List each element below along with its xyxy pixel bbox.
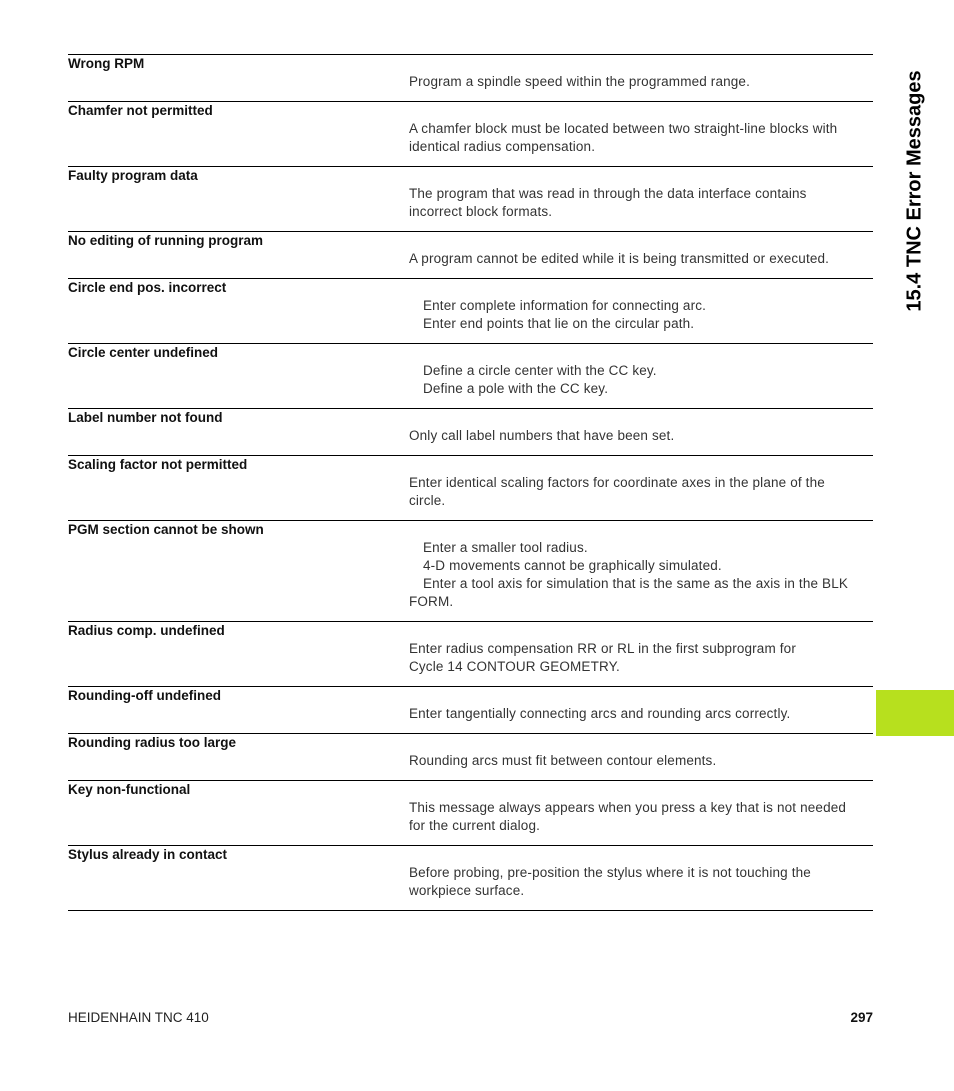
- error-title: Rounding-off undefined: [68, 688, 221, 703]
- description-line: 4-D movements cannot be graphically simulated.: [423, 558, 722, 573]
- error-entry: [68, 101, 873, 166]
- error-description: [409, 752, 873, 770]
- error-description: [409, 362, 873, 398]
- error-title: PGM section cannot be shown: [68, 522, 264, 537]
- description-line: The program that was read in through the data interface contains: [409, 186, 807, 201]
- error-description: [409, 297, 873, 333]
- description-line: workpiece surface.: [409, 883, 525, 898]
- description-line: identical radius compensation.: [409, 139, 596, 154]
- description-line: circle.: [409, 493, 446, 508]
- error-entry: [68, 520, 873, 621]
- error-entry: [68, 733, 873, 780]
- footer-product-name: HEIDENHAIN TNC 410: [68, 1010, 209, 1025]
- description-line: Define a pole with the CC key.: [423, 381, 609, 396]
- description-line: for the current dialog.: [409, 818, 541, 833]
- error-description: [409, 539, 873, 611]
- error-description: [409, 250, 873, 268]
- description-line: Program a spindle speed within the programmed range.: [409, 74, 750, 89]
- description-line: Rounding arcs must fit between contour elements.: [409, 753, 717, 768]
- error-description: [409, 474, 873, 510]
- error-title: Chamfer not permitted: [68, 103, 213, 118]
- error-entry: [68, 343, 873, 408]
- description-line: incorrect block formats.: [409, 204, 553, 219]
- description-line: Enter identical scaling factors for coordinate axes in the plane of the: [409, 475, 825, 490]
- error-description: [409, 427, 873, 445]
- error-entry: [68, 780, 873, 845]
- error-title: Circle end pos. incorrect: [68, 280, 227, 295]
- error-entry: [68, 278, 873, 343]
- description-line: A chamfer block must be located between two straight-line blocks with: [409, 121, 838, 136]
- error-title: Circle center undefined: [68, 345, 219, 360]
- description-line: This message always appears when you press a key that is not needed: [409, 800, 847, 815]
- error-entry: [68, 455, 873, 520]
- error-title: Faulty program data: [68, 168, 198, 183]
- description-line: Enter a smaller tool radius.: [423, 540, 588, 555]
- error-description: [409, 705, 873, 723]
- error-description: [409, 73, 873, 91]
- error-title: Label number not found: [68, 410, 223, 425]
- error-entry: [68, 845, 873, 911]
- description-line: Enter tangentially connecting arcs and rounding arcs correctly.: [409, 706, 791, 721]
- description-line: Enter end points that lie on the circular path.: [423, 316, 695, 331]
- section-heading-text: 15.4 TNC Error Messages: [903, 70, 926, 312]
- error-description: [409, 185, 873, 221]
- description-line: Before probing, pre-position the stylus where it is not touching the: [409, 865, 811, 880]
- error-description: [409, 640, 873, 676]
- error-entry: [68, 54, 873, 101]
- description-line: FORM.: [409, 594, 454, 609]
- error-entry: [68, 408, 873, 455]
- description-line: Define a circle center with the CC key.: [423, 363, 657, 378]
- section-heading: [898, 56, 932, 326]
- error-title: Wrong RPM: [68, 56, 145, 71]
- description-line: Cycle 14 CONTOUR GEOMETRY.: [409, 659, 620, 674]
- error-title: Rounding radius too large: [68, 735, 236, 750]
- error-entry: [68, 686, 873, 733]
- error-description: [409, 120, 873, 156]
- description-line: Enter a tool axis for simulation that is the same as the axis in the BLK: [423, 576, 849, 591]
- error-title: Key non-functional: [68, 782, 191, 797]
- error-description: [409, 864, 873, 900]
- error-title: Scaling factor not permitted: [68, 457, 248, 472]
- error-message-list: [68, 54, 873, 911]
- error-title: No editing of running program: [68, 233, 263, 248]
- error-entry: [68, 621, 873, 686]
- chapter-tab: [876, 690, 954, 736]
- error-entry: [68, 166, 873, 231]
- description-line: A program cannot be edited while it is being transmitted or executed.: [409, 251, 830, 266]
- error-description: [409, 799, 873, 835]
- error-entry: [68, 231, 873, 278]
- page-number: 297: [850, 1010, 873, 1025]
- error-title: Radius comp. undefined: [68, 623, 225, 638]
- description-line: Enter radius compensation RR or RL in the first subprogram for: [409, 641, 796, 656]
- description-line: Enter complete information for connecting arc.: [423, 298, 707, 313]
- description-line: Only call label numbers that have been set.: [409, 428, 675, 443]
- error-title: Stylus already in contact: [68, 847, 228, 862]
